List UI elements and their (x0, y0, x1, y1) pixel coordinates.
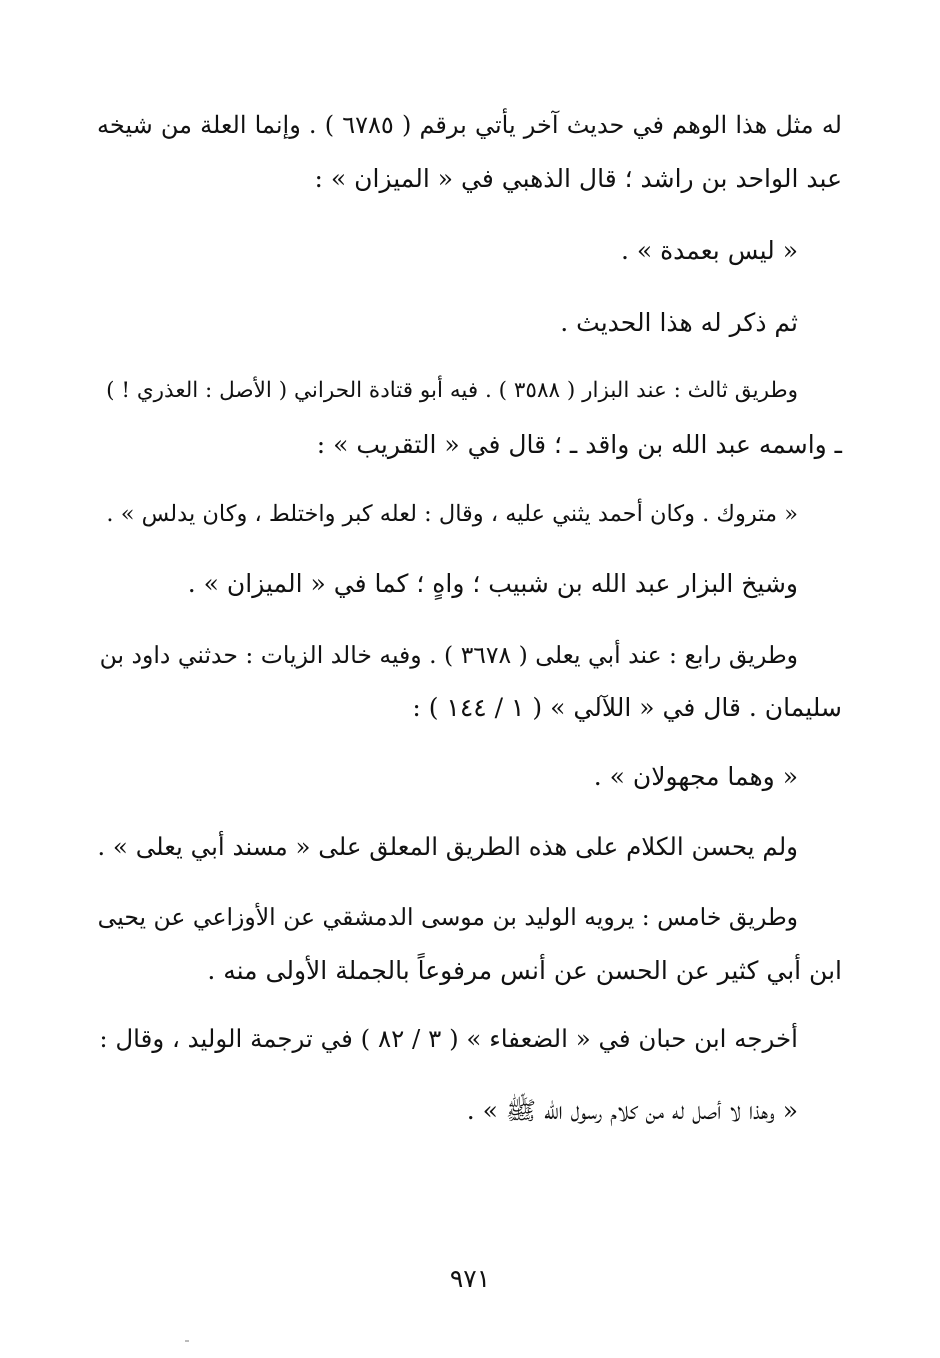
quote-line: « متروك . وكان أحمد يثني عليه ، وقال : لعله كبر واختلط ، وكان يدلس » . (106, 501, 798, 527)
text-line: وطريق ثالث : عند البزار ( ٣٥٨٨ ) . فيه أبو قتادة الحراني ( الأصل : العذري ! ) (106, 378, 798, 403)
quote-line: « وهذا لا أصل له من كلام رسول الله ﷺ » . (466, 1096, 798, 1125)
text-line: ـ واسمه عبد الله بن واقد ـ ؛ قال في « التقريب » : (316, 430, 842, 459)
text-line: سليمان . قال في « اللآلي » ( ١ / ١٤٤ ) : (412, 693, 842, 722)
page-number: ٩٧١ (449, 1264, 491, 1293)
text-line: ولم يحسن الكلام على هذه الطريق المعلق على « مسند أبي يعلى » . (97, 832, 798, 861)
quote-line: « وهما مجهولان » . (593, 762, 798, 791)
text-line: وطريق رابع : عند أبي يعلى ( ٣٦٧٨ ) . وفيه خالد الزيات : حدثني داود بن (99, 641, 798, 669)
text-line: له مثل هذا الوهم في حديث آخر يأتي برقم ( ٦٧٨٥ ) . وإنما العلة من شيخه (97, 111, 842, 139)
text-line: ابن أبي كثير عن الحسن عن أنس مرفوعاً بالجملة الأولى منه . (207, 956, 842, 985)
text-line: ثم ذكر له هذا الحديث . (560, 308, 798, 337)
scan-speck (185, 1340, 189, 1342)
text-line: أخرجه ابن حبان في « الضعفاء » ( ٣ / ٨٢ ) في ترجمة الوليد ، وقال : (99, 1024, 798, 1053)
quote-line: « ليس بعمدة » . (620, 236, 798, 265)
text-line: وشيخ البزار عبد الله بن شبيب ؛ واهٍ ؛ كما في « الميزان » . (187, 569, 798, 598)
text-line: عبد الواحد بن راشد ؛ قال الذهبي في « الميزان » : (314, 164, 842, 193)
text-line: وطريق خامس : يرويه الوليد بن موسى الدمشقي عن الأوزاعي عن يحيى (97, 903, 798, 931)
